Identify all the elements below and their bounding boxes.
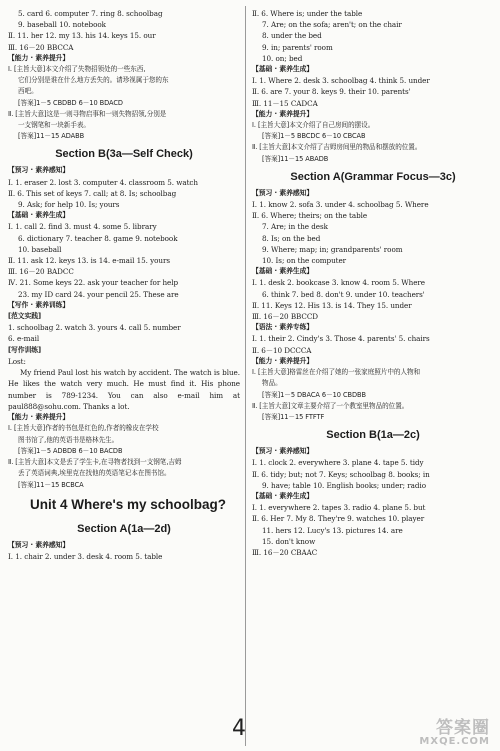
answer-line: Ⅱ. [主旨大意]这是一则寻物启事和一则失物招领,分别是: [8, 109, 167, 118]
answer-line: Ⅱ. 6－10 DCCCA: [252, 345, 312, 355]
answer-line: Ⅱ. 6. This set of keys 7. call; at 8. Is; schoolbag: [8, 188, 177, 198]
block-heading: 【能力 · 素养提升】: [8, 413, 70, 422]
answer-line: 物品。: [262, 379, 282, 388]
answer-line: 5. card 6. computer 7. ring 8. schoolbag: [18, 9, 163, 18]
answer-line: 23. my ID card 24. your pencil 25. These are: [18, 289, 179, 299]
answer-line: Ⅳ. 21. Some keys 22. ask your teacher for help: [8, 278, 179, 288]
block-heading: 【基础 · 素养生成】: [252, 267, 314, 276]
answer-line: Ⅱ. [主旨大意]本文是丢了学生卡,在寻物者找到一支钢笔,吉姆: [8, 458, 182, 467]
answer-line: Lost:: [8, 356, 26, 366]
answer-line: 10. baseball: [18, 244, 62, 254]
answer-line: 9. Where; map; in; grandparents' room: [262, 244, 403, 254]
unit-heading: Unit 4 Where's my schoolbag?: [30, 496, 226, 512]
answer-line: Ⅰ. 1. everywhere 2. tapes 3. radio 4. plane 5. but: [252, 503, 426, 513]
answer-line: [答案]11－15 FTFTF: [262, 412, 325, 421]
answer-line: Ⅲ. 16－20 BBCCA: [8, 42, 74, 52]
block-heading: 【能力 · 素养提升】: [252, 109, 314, 118]
answer-line: Ⅲ. 16－20 CBAAC: [252, 547, 318, 557]
answer-line: 8. Is; on the bed: [262, 233, 321, 243]
answer-line: Ⅱ. 11. ask 12. keys 13. is 14. e-mail 15. yours: [8, 256, 171, 266]
watermark: [419, 713, 490, 747]
answer-line: Ⅰ. 1. eraser 2. lost 3. computer 4. classroom 5. watch: [8, 177, 198, 187]
answer-line: Ⅱ. 6. tidy; but; not 7. Keys; schoolbag 8. books; in: [252, 469, 430, 479]
block-heading: [写作训练]: [8, 345, 42, 354]
answer-line: 6. dictionary 7. teacher 8. game 9. notebook: [18, 233, 178, 243]
answer-line: Ⅱ. 6. Where is; under the table: [252, 9, 363, 18]
answer-line: [答案]1－5 CBDBD 6－10 BDACD: [18, 98, 123, 107]
page-number: 4: [232, 716, 246, 741]
answer-line: Ⅰ. 1. chair 2. under 3. desk 4. room 5. table: [8, 551, 163, 561]
answer-line: 7. Are; in the desk: [262, 222, 328, 232]
answer-line: Ⅱ. 6. Where; theirs; on the table: [252, 211, 368, 221]
block-heading: 【能力 · 素养提升】: [8, 53, 70, 62]
answer-line: [答案]1－5 BBCDC 6－10 CBCAB: [262, 132, 366, 141]
watermark-text: 答案圈: [436, 718, 490, 738]
answer-line: Ⅱ. 11. her 12. my 13. his 14. keys 15. our: [8, 31, 156, 41]
answer-line: Ⅰ. [主旨大意]本文介绍了失物招领处的一些东西,: [8, 65, 146, 74]
answer-line: 11. hers 12. Lucy's 13. pictures 14. are: [262, 525, 403, 535]
answer-line: 15. don't know: [262, 536, 316, 546]
block-heading: 【预习 · 素养感知】: [252, 188, 314, 197]
section-heading: Section B(3a—Self Check): [55, 148, 193, 161]
block-heading: 【能力 · 素养提升】: [252, 356, 314, 365]
answer-line: Ⅰ. 1. Where 2. desk 3. schoolbag 4. think 5. under: [252, 76, 430, 86]
column-divider: [245, 6, 246, 746]
right-column: [252, 8, 494, 558]
answer-line: 9. baseball 10. notebook: [18, 20, 106, 30]
section-heading: Section A(Grammar Focus—3c): [290, 170, 456, 183]
answer-line: 6. e-mail: [8, 334, 40, 344]
answer-line: 9. Ask; for help 10. Is; yours: [18, 200, 120, 210]
answer-line: 6. think 7. bed 8. don't 9. under 10. teachers': [262, 289, 425, 299]
left-column: [8, 8, 240, 562]
answer-line: 1. schoolbag 2. watch 3. yours 4. call 5. number: [8, 323, 181, 333]
answer-line: Ⅰ. 1. clock 2. everywhere 3. plane 4. tape 5. tidy: [252, 458, 424, 468]
answer-line: Ⅱ. 6. Her 7. My 8. They're 9. watches 10. player: [252, 514, 425, 524]
answer-line: [答案]11－15 ADABB: [18, 132, 85, 141]
block-heading: 【预习 · 素养感知】: [8, 166, 70, 175]
answer-line: 10. on; bed: [262, 53, 303, 63]
answer-line: 西吧。: [18, 87, 38, 96]
answer-line: Ⅲ. 16－20 BADCC: [8, 267, 74, 277]
answer-line: [答案]11－15 BCBCA: [18, 480, 84, 489]
answer-line: Ⅲ. 11－15 CADCA: [252, 98, 318, 108]
answer-line: Ⅱ. 11. Keys 12. His 13. is 14. They 15. under: [252, 300, 412, 310]
answer-line: 9. have; table 10. English books; under; radio: [262, 480, 426, 490]
answer-line: 一支钢笔和一块新手表。: [18, 121, 90, 130]
answer-line: 10. Is; on the computer: [262, 256, 347, 266]
block-heading: 【预习 · 素养感知】: [252, 447, 314, 456]
block-heading: 【预习 · 素养感知】: [8, 540, 70, 549]
answer-line: 8. under the bed: [262, 31, 322, 41]
answer-line: 图书馆了,他的英语书是格林先生。: [18, 435, 119, 444]
watermark-url: MXQE.COM: [419, 736, 490, 747]
answer-line: Ⅱ. [主旨大意]本文介绍了吉姆房间里的物品和摆放的位置。: [252, 143, 422, 152]
answer-line: [答案]1－5 DBACA 6－10 CBDBB: [262, 390, 366, 399]
block-heading: 【基础 · 素养生成】: [252, 491, 314, 500]
answer-line: Ⅲ. 16－20 BBCCD: [252, 312, 319, 322]
answer-line: My friend Paul lost his watch by accident. The watch is blue. He likes the watch very much. He must find it. His phone number is 789-1234. You can also e-mail him at paul888@sohu.com. Thanks a lot.: [8, 368, 240, 411]
block-heading: 【写作 · 素养训练】: [8, 300, 70, 309]
answer-line: 丢了英语词典,埃里克在找他的英语笔记本在图书馆。: [18, 469, 171, 478]
block-heading: 【语法 · 素养专练】: [252, 323, 314, 332]
answer-line: Ⅰ. [主旨大意]格雷丝在介绍了她的一张家庭照片中的人物和: [252, 368, 421, 377]
section-heading: Section B(1a—2c): [326, 429, 420, 442]
answer-line: Ⅰ. [主旨大意]作者的书包是红色的,作者的橡皮在学校: [8, 424, 159, 433]
answer-line: 7. Are; on the sofa; aren't; on the chair: [262, 20, 402, 30]
answer-line: [答案]1－5 ADBDB 6－10 BACDB: [18, 446, 123, 455]
answer-line: Ⅰ. [主旨大意]本文介绍了自己房间的摆设。: [252, 121, 375, 130]
block-heading: [范文实践]: [8, 312, 42, 321]
answer-line: Ⅰ. 1. call 2. find 3. must 4. some 5. library: [8, 222, 157, 232]
section-heading: Section A(1a—2d): [77, 522, 171, 535]
answer-line: Ⅰ. 1. their 2. Cindy's 3. Those 4. parents' 5. chairs: [252, 334, 430, 344]
answer-line: [答案]11－15 ABADB: [262, 154, 329, 163]
answer-line: Ⅱ. [主旨大意]文章主要介绍了一个教室里物品的位置。: [252, 401, 409, 410]
block-heading: 【基础 · 素养生成】: [8, 211, 70, 220]
answer-line: Ⅱ. 6. are 7. your 8. keys 9. their 10. parents': [252, 87, 411, 97]
block-heading: 【基础 · 素养生成】: [252, 65, 314, 74]
answer-line: 它们分别是谁在什么地方丢失的。请珍视属于您的东: [18, 76, 169, 85]
answer-line: Ⅰ. 1. desk 2. bookcase 3. know 4. room 5. Where: [252, 278, 426, 288]
answer-line: 9. in; parents' room: [262, 42, 333, 52]
answer-line: Ⅰ. 1. know 2. sofa 3. under 4. schoolbag 5. Where: [252, 200, 429, 210]
